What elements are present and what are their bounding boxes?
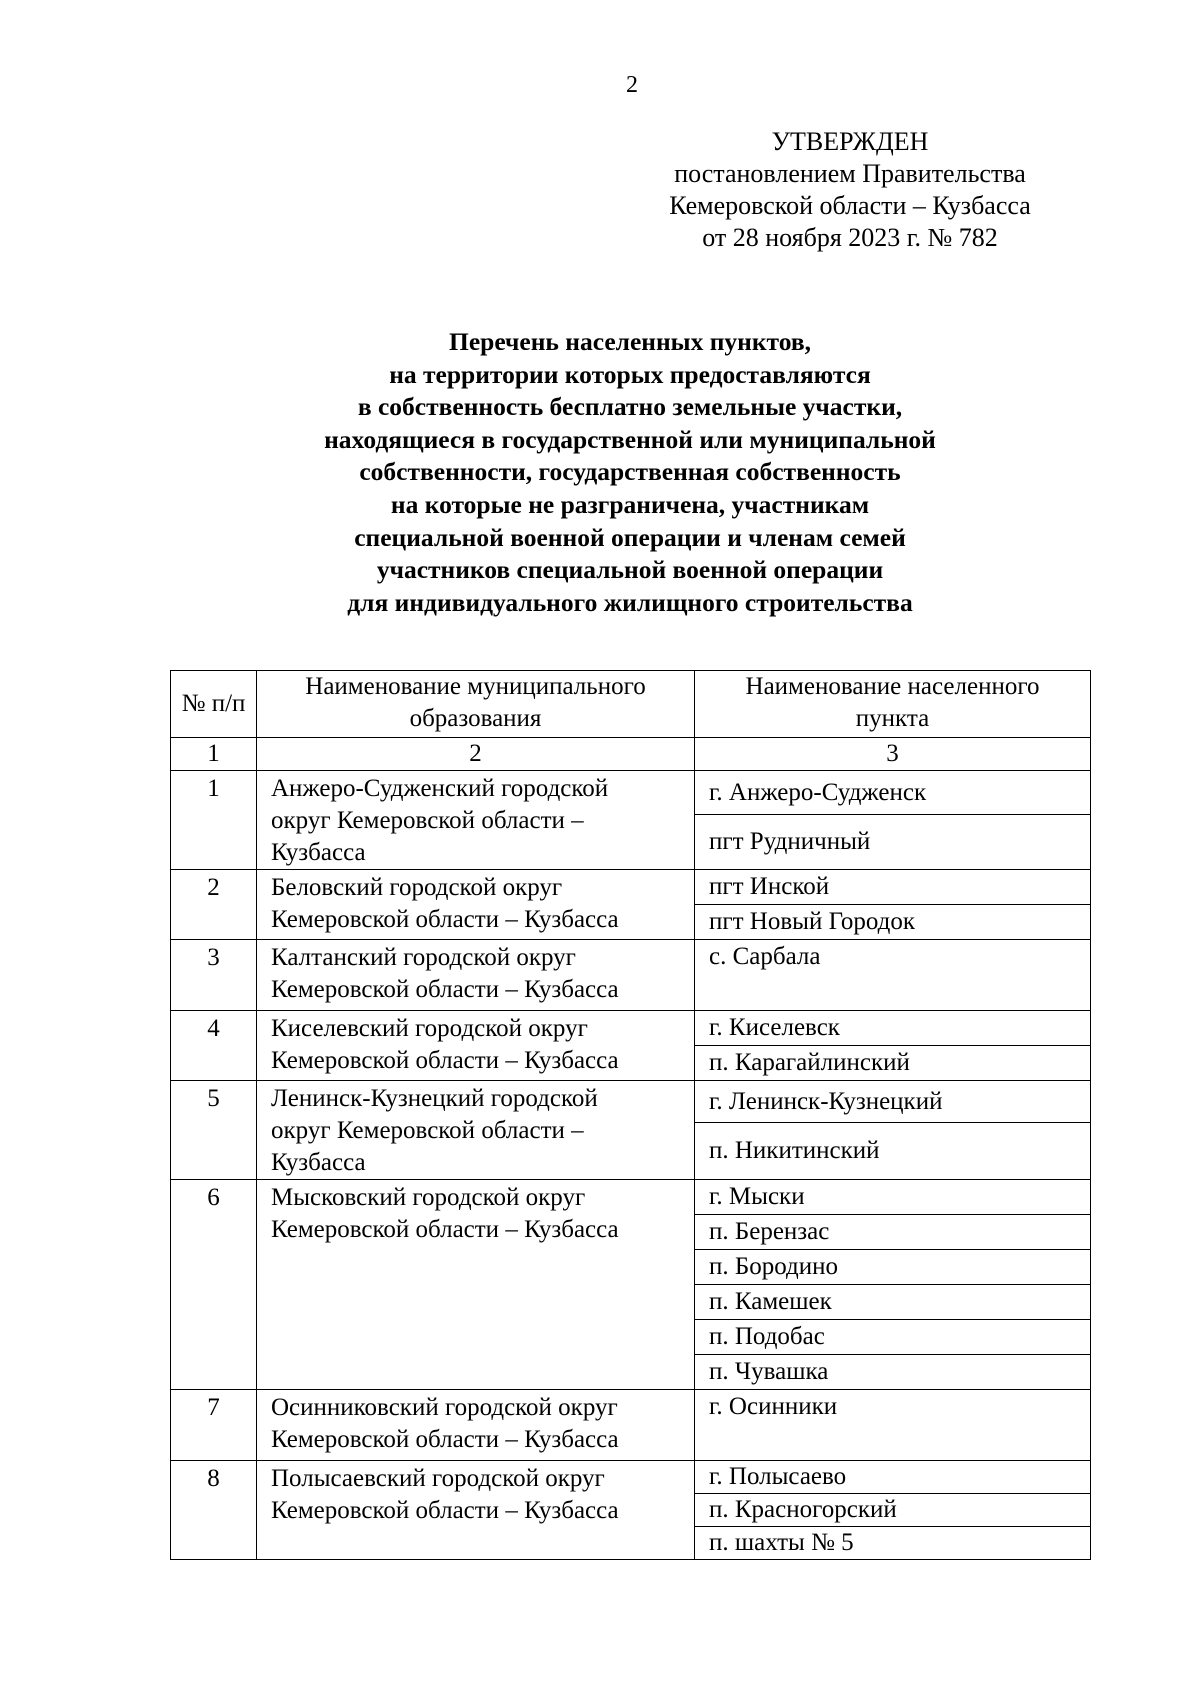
header-line: образования — [409, 705, 542, 732]
table-row — [171, 870, 1091, 905]
municipality-line: Анжеро-Судженский городской — [271, 775, 609, 802]
title-line: Перечень населенных пунктов, — [449, 327, 811, 356]
table-row — [171, 1180, 1091, 1215]
title-line: собственности, государственная собственность — [359, 457, 901, 487]
settlement-cell: п. Чувашка — [695, 1355, 1091, 1390]
header-number: № п/п — [171, 671, 257, 738]
page-number: 2 — [626, 72, 638, 98]
municipality-cell — [257, 771, 695, 870]
settlement-cell: п. Никитинский — [695, 1123, 1091, 1180]
header-settlement — [695, 671, 1091, 738]
settlement-cell: п. Камешек — [695, 1285, 1091, 1320]
municipality-cell — [257, 1461, 695, 1560]
table-row — [171, 1081, 1091, 1123]
municipality-cell — [257, 1390, 695, 1461]
municipality-line: Киселевский городской округ — [271, 1015, 588, 1042]
row-number: 5 — [171, 1081, 257, 1180]
row-number: 8 — [171, 1461, 257, 1560]
document-title — [170, 326, 1090, 619]
municipality-line: Беловский городской округ — [271, 874, 563, 901]
table-row — [171, 1461, 1091, 1494]
municipality-cell — [257, 870, 695, 940]
municipality-line: Кемеровской области – Кузбасса — [271, 1047, 619, 1074]
settlement-cell: п. Бородино — [695, 1250, 1091, 1285]
approval-line: Кемеровской области – Кузбасса — [669, 191, 1031, 220]
settlement-cell: с. Сарбала — [695, 940, 1091, 1011]
approval-line: УТВЕРЖДЕН — [771, 127, 929, 156]
table-header-row — [171, 671, 1091, 738]
index-cell: 1 — [171, 738, 257, 771]
row-number: 4 — [171, 1011, 257, 1081]
municipality-line: Ленинск-Кузнецкий городской — [271, 1085, 598, 1112]
title-line: для индивидуального жилищного строительства — [347, 587, 913, 617]
settlement-cell: п. Берензас — [695, 1215, 1091, 1250]
municipality-line: Кемеровской области – Кузбасса — [271, 976, 619, 1003]
title-line: находящиеся в государственной или муниципальной — [324, 424, 936, 454]
table-index-row — [171, 738, 1091, 771]
municipality-line: Кузбасса — [271, 839, 366, 866]
title-line: участников специальной военной операции — [376, 555, 884, 585]
settlement-cell: пгт Рудничный — [695, 815, 1091, 870]
municipality-line: Мысковский городской округ — [271, 1184, 586, 1211]
settlement-cell: г. Ленинск-Кузнецкий — [695, 1081, 1091, 1123]
title-line: на которые не разграничена, участникам — [390, 489, 870, 519]
municipality-line: Кузбасса — [271, 1149, 366, 1176]
approval-line: постановлением Правительства — [674, 159, 1026, 188]
settlement-cell: п. Подобас — [695, 1320, 1091, 1355]
settlement-cell: п. шахты № 5 — [695, 1527, 1091, 1560]
municipality-line: Осинниковский городской округ — [271, 1394, 618, 1421]
settlement-cell: г. Осинники — [695, 1390, 1091, 1461]
row-number: 7 — [171, 1390, 257, 1461]
header-municipality — [257, 671, 695, 738]
municipality-line: округ Кемеровской области – — [271, 1117, 584, 1144]
approval-stamp — [640, 126, 1060, 254]
municipality-line: Кемеровской области – Кузбасса — [271, 1426, 619, 1453]
settlement-cell: п. Красногорский — [695, 1494, 1091, 1527]
settlement-cell: г. Полысаево — [695, 1461, 1091, 1494]
municipality-line: Калтанский городской округ — [271, 944, 576, 971]
settlement-cell: пгт Новый Городок — [695, 905, 1091, 940]
header-line: пункта — [855, 705, 930, 732]
municipality-cell — [257, 940, 695, 1011]
row-number: 6 — [171, 1180, 257, 1390]
index-cell: 3 — [695, 738, 1091, 771]
table-row — [171, 1011, 1091, 1046]
settlement-cell: г. Мыски — [695, 1180, 1091, 1215]
settlement-cell: п. Карагайлинский — [695, 1046, 1091, 1081]
table-row — [171, 940, 1091, 1011]
title-line: на территории которых предоставляются — [389, 359, 871, 389]
approval-line: от 28 ноября 2023 г. № 782 — [702, 223, 998, 252]
row-number: 3 — [171, 940, 257, 1011]
settlement-cell: г. Анжеро-Судженск — [695, 771, 1091, 815]
municipality-line: округ Кемеровской области – — [271, 807, 584, 834]
title-line: в собственность бесплатно земельные участки, — [357, 392, 903, 422]
settlement-cell: пгт Инской — [695, 870, 1091, 905]
municipality-cell — [257, 1180, 695, 1390]
municipality-line: Полысаевский городской округ — [271, 1465, 605, 1492]
table-row — [171, 1390, 1091, 1461]
header-line: Наименование населенного — [745, 673, 1040, 700]
settlement-cell: г. Киселевск — [695, 1011, 1091, 1046]
municipality-line: Кемеровской области – Кузбасса — [271, 1216, 619, 1243]
municipality-line: Кемеровской области – Кузбасса — [271, 1497, 619, 1524]
title-line: специальной военной операции и членам семей — [354, 522, 906, 552]
municipality-line: Кемеровской области – Кузбасса — [271, 906, 619, 933]
municipality-cell — [257, 1081, 695, 1180]
index-cell: 2 — [257, 738, 695, 771]
settlements-table — [170, 670, 1091, 1560]
row-number: 1 — [171, 771, 257, 870]
table-row — [171, 771, 1091, 815]
municipality-cell — [257, 1011, 695, 1081]
header-line: Наименование муниципального — [305, 673, 646, 700]
row-number: 2 — [171, 870, 257, 940]
